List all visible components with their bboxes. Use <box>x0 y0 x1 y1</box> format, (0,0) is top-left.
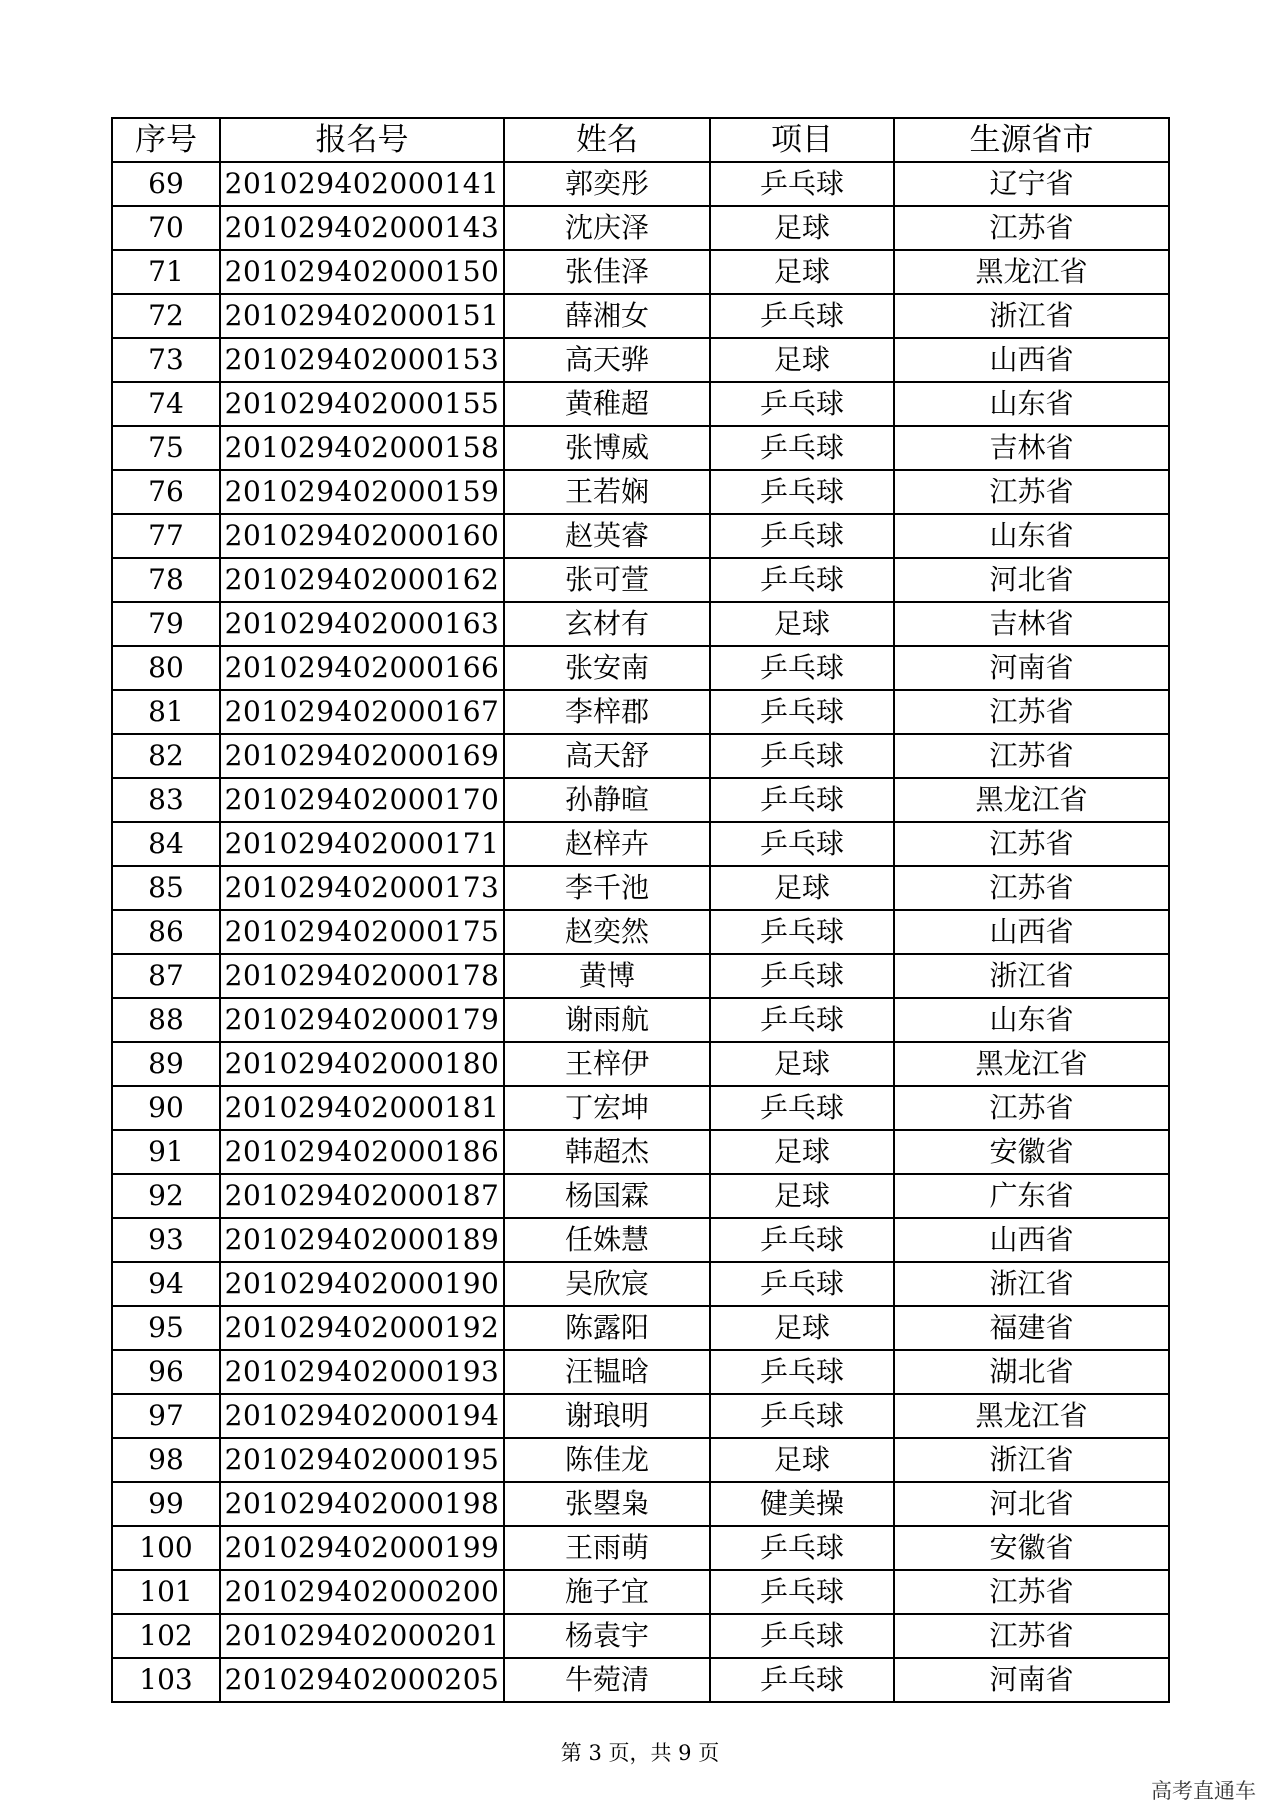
cell-seq: 71 <box>112 250 220 294</box>
cell-name: 谢琅明 <box>504 1394 710 1438</box>
cell-seq: 69 <box>112 162 220 206</box>
cell-origin-province: 江苏省 <box>894 690 1169 734</box>
cell-registration-no: 201029402000194 <box>220 1394 504 1438</box>
cell-event: 乒乓球 <box>710 426 894 470</box>
cell-seq: 76 <box>112 470 220 514</box>
cell-name: 赵英睿 <box>504 514 710 558</box>
cell-seq: 97 <box>112 1394 220 1438</box>
cell-registration-no: 201029402000200 <box>220 1570 504 1614</box>
cell-name: 高天骅 <box>504 338 710 382</box>
cell-origin-province: 山西省 <box>894 1218 1169 1262</box>
cell-name: 张可萱 <box>504 558 710 602</box>
cell-event: 足球 <box>710 1130 894 1174</box>
cell-registration-no: 201029402000143 <box>220 206 504 250</box>
cell-registration-no: 201029402000195 <box>220 1438 504 1482</box>
cell-registration-no: 201029402000141 <box>220 162 504 206</box>
table-row <box>112 1174 1169 1218</box>
cell-seq: 101 <box>112 1570 220 1614</box>
cell-origin-province: 浙江省 <box>894 294 1169 338</box>
table-row <box>112 206 1169 250</box>
cell-name: 郭奕彤 <box>504 162 710 206</box>
cell-origin-province: 河北省 <box>894 558 1169 602</box>
cell-registration-no: 201029402000180 <box>220 1042 504 1086</box>
cell-seq: 78 <box>112 558 220 602</box>
cell-seq: 100 <box>112 1526 220 1570</box>
cell-registration-no: 201029402000175 <box>220 910 504 954</box>
cell-name: 赵奕然 <box>504 910 710 954</box>
cell-name: 王若娴 <box>504 470 710 514</box>
cell-event: 足球 <box>710 1174 894 1218</box>
cell-registration-no: 201029402000159 <box>220 470 504 514</box>
cell-seq: 84 <box>112 822 220 866</box>
cell-registration-no: 201029402000169 <box>220 734 504 778</box>
cell-seq: 85 <box>112 866 220 910</box>
cell-origin-province: 河南省 <box>894 646 1169 690</box>
cell-name: 李梓郡 <box>504 690 710 734</box>
cell-seq: 70 <box>112 206 220 250</box>
cell-name: 李千池 <box>504 866 710 910</box>
cell-registration-no: 201029402000186 <box>220 1130 504 1174</box>
cell-origin-province: 安徽省 <box>894 1526 1169 1570</box>
cell-origin-province: 江苏省 <box>894 1570 1169 1614</box>
table-row <box>112 1042 1169 1086</box>
cell-name: 黄稚超 <box>504 382 710 426</box>
cell-event: 乒乓球 <box>710 1218 894 1262</box>
cell-event: 足球 <box>710 1042 894 1086</box>
cell-registration-no: 201029402000166 <box>220 646 504 690</box>
cell-event: 乒乓球 <box>710 1394 894 1438</box>
table-row <box>112 778 1169 822</box>
header-event: 项目 <box>710 118 894 162</box>
cell-origin-province: 江苏省 <box>894 206 1169 250</box>
cell-name: 杨袁宇 <box>504 1614 710 1658</box>
cell-registration-no: 201029402000167 <box>220 690 504 734</box>
cell-name: 任姝慧 <box>504 1218 710 1262</box>
cell-name: 丁宏坤 <box>504 1086 710 1130</box>
cell-origin-province: 江苏省 <box>894 1614 1169 1658</box>
cell-registration-no: 201029402000189 <box>220 1218 504 1262</box>
table-row <box>112 1262 1169 1306</box>
table-row <box>112 822 1169 866</box>
cell-registration-no: 201029402000192 <box>220 1306 504 1350</box>
cell-name: 牛菀清 <box>504 1658 710 1702</box>
student-roster-table <box>111 117 1170 1703</box>
cell-seq: 99 <box>112 1482 220 1526</box>
cell-origin-province: 辽宁省 <box>894 162 1169 206</box>
cell-name: 黄博 <box>504 954 710 998</box>
cell-origin-province: 湖北省 <box>894 1350 1169 1394</box>
cell-seq: 89 <box>112 1042 220 1086</box>
cell-name: 陈露阳 <box>504 1306 710 1350</box>
cell-origin-province: 山西省 <box>894 910 1169 954</box>
cell-name: 高天舒 <box>504 734 710 778</box>
cell-name: 韩超杰 <box>504 1130 710 1174</box>
cell-event: 健美操 <box>710 1482 894 1526</box>
cell-event: 乒乓球 <box>710 162 894 206</box>
cell-registration-no: 201029402000153 <box>220 338 504 382</box>
cell-name: 沈庆泽 <box>504 206 710 250</box>
cell-seq: 98 <box>112 1438 220 1482</box>
cell-event: 足球 <box>710 250 894 294</box>
table-row <box>112 250 1169 294</box>
cell-event: 乒乓球 <box>710 954 894 998</box>
table-row <box>112 1306 1169 1350</box>
cell-origin-province: 江苏省 <box>894 822 1169 866</box>
cell-event: 足球 <box>710 602 894 646</box>
cell-origin-province: 山东省 <box>894 998 1169 1042</box>
cell-name: 张博威 <box>504 426 710 470</box>
cell-seq: 74 <box>112 382 220 426</box>
cell-name: 孙静暄 <box>504 778 710 822</box>
cell-origin-province: 河北省 <box>894 1482 1169 1526</box>
cell-seq: 96 <box>112 1350 220 1394</box>
watermark-text: 高考直通车 <box>1151 1779 1256 1803</box>
cell-event: 足球 <box>710 206 894 250</box>
cell-registration-no: 201029402000179 <box>220 998 504 1042</box>
cell-event: 乒乓球 <box>710 1526 894 1570</box>
table-row <box>112 338 1169 382</box>
cell-origin-province: 黑龙江省 <box>894 1042 1169 1086</box>
header-row <box>112 118 1169 162</box>
cell-name: 吴欣宸 <box>504 1262 710 1306</box>
header-origin-province: 生源省市 <box>894 118 1169 162</box>
table-row <box>112 382 1169 426</box>
cell-origin-province: 河南省 <box>894 1658 1169 1702</box>
cell-seq: 87 <box>112 954 220 998</box>
cell-origin-province: 黑龙江省 <box>894 1394 1169 1438</box>
cell-registration-no: 201029402000162 <box>220 558 504 602</box>
cell-seq: 83 <box>112 778 220 822</box>
cell-registration-no: 201029402000190 <box>220 1262 504 1306</box>
table-row <box>112 294 1169 338</box>
table-row <box>112 1218 1169 1262</box>
cell-event: 乒乓球 <box>710 1570 894 1614</box>
cell-event: 乒乓球 <box>710 646 894 690</box>
cell-name: 张安南 <box>504 646 710 690</box>
cell-origin-province: 江苏省 <box>894 866 1169 910</box>
cell-registration-no: 201029402000173 <box>220 866 504 910</box>
cell-name: 汪韫晗 <box>504 1350 710 1394</box>
table-row <box>112 1658 1169 1702</box>
cell-event: 乒乓球 <box>710 558 894 602</box>
cell-origin-province: 吉林省 <box>894 426 1169 470</box>
cell-seq: 91 <box>112 1130 220 1174</box>
cell-seq: 102 <box>112 1614 220 1658</box>
cell-name: 薛湘女 <box>504 294 710 338</box>
cell-name: 陈佳龙 <box>504 1438 710 1482</box>
table-row <box>112 646 1169 690</box>
cell-seq: 90 <box>112 1086 220 1130</box>
cell-registration-no: 201029402000158 <box>220 426 504 470</box>
table-row <box>112 1482 1169 1526</box>
cell-event: 乒乓球 <box>710 294 894 338</box>
cell-event: 乒乓球 <box>710 1614 894 1658</box>
table-row <box>112 1086 1169 1130</box>
cell-event: 乒乓球 <box>710 382 894 426</box>
cell-seq: 72 <box>112 294 220 338</box>
table-row <box>112 1130 1169 1174</box>
page-number: 第 3 页，共 9 页 <box>560 1741 720 1765</box>
cell-origin-province: 山东省 <box>894 514 1169 558</box>
cell-seq: 81 <box>112 690 220 734</box>
cell-name: 谢雨航 <box>504 998 710 1042</box>
cell-event: 乒乓球 <box>710 734 894 778</box>
cell-origin-province: 江苏省 <box>894 1086 1169 1130</box>
table-row <box>112 690 1169 734</box>
cell-registration-no: 201029402000201 <box>220 1614 504 1658</box>
cell-event: 乒乓球 <box>710 1658 894 1702</box>
cell-registration-no: 201029402000187 <box>220 1174 504 1218</box>
table-row <box>112 558 1169 602</box>
table-row <box>112 1350 1169 1394</box>
cell-registration-no: 201029402000181 <box>220 1086 504 1130</box>
cell-seq: 77 <box>112 514 220 558</box>
cell-seq: 75 <box>112 426 220 470</box>
cell-seq: 86 <box>112 910 220 954</box>
cell-event: 乒乓球 <box>710 690 894 734</box>
cell-origin-province: 浙江省 <box>894 1438 1169 1482</box>
cell-origin-province: 山东省 <box>894 382 1169 426</box>
cell-origin-province: 吉林省 <box>894 602 1169 646</box>
cell-event: 乒乓球 <box>710 778 894 822</box>
cell-origin-province: 广东省 <box>894 1174 1169 1218</box>
cell-registration-no: 201029402000199 <box>220 1526 504 1570</box>
cell-seq: 80 <box>112 646 220 690</box>
table-row <box>112 1526 1169 1570</box>
table-row <box>112 866 1169 910</box>
cell-event: 乒乓球 <box>710 1262 894 1306</box>
cell-registration-no: 201029402000170 <box>220 778 504 822</box>
cell-event: 乒乓球 <box>710 1086 894 1130</box>
cell-seq: 92 <box>112 1174 220 1218</box>
cell-origin-province: 浙江省 <box>894 1262 1169 1306</box>
cell-origin-province: 江苏省 <box>894 734 1169 778</box>
table-row <box>112 514 1169 558</box>
table-row <box>112 1394 1169 1438</box>
header-seq: 序号 <box>112 118 220 162</box>
cell-name: 杨国霖 <box>504 1174 710 1218</box>
cell-event: 足球 <box>710 1438 894 1482</box>
table-row <box>112 602 1169 646</box>
cell-seq: 103 <box>112 1658 220 1702</box>
cell-event: 乒乓球 <box>710 998 894 1042</box>
cell-name: 王梓伊 <box>504 1042 710 1086</box>
cell-origin-province: 黑龙江省 <box>894 250 1169 294</box>
cell-registration-no: 201029402000155 <box>220 382 504 426</box>
cell-event: 乒乓球 <box>710 822 894 866</box>
table-row <box>112 734 1169 778</box>
table-row <box>112 162 1169 206</box>
cell-event: 乒乓球 <box>710 470 894 514</box>
cell-registration-no: 201029402000178 <box>220 954 504 998</box>
cell-name: 赵梓卉 <box>504 822 710 866</box>
table-row <box>112 1438 1169 1482</box>
table-row <box>112 910 1169 954</box>
cell-registration-no: 201029402000205 <box>220 1658 504 1702</box>
cell-event: 足球 <box>710 866 894 910</box>
header-name: 姓名 <box>504 118 710 162</box>
cell-seq: 79 <box>112 602 220 646</box>
cell-origin-province: 江苏省 <box>894 470 1169 514</box>
table-row <box>112 470 1169 514</box>
table-body <box>112 162 1169 1702</box>
cell-origin-province: 山西省 <box>894 338 1169 382</box>
cell-name: 张曌枭 <box>504 1482 710 1526</box>
cell-name: 施子宜 <box>504 1570 710 1614</box>
cell-name: 玄材有 <box>504 602 710 646</box>
cell-event: 乒乓球 <box>710 910 894 954</box>
cell-registration-no: 201029402000163 <box>220 602 504 646</box>
cell-origin-province: 安徽省 <box>894 1130 1169 1174</box>
table-header <box>112 118 1169 162</box>
cell-name: 王雨萌 <box>504 1526 710 1570</box>
cell-seq: 95 <box>112 1306 220 1350</box>
cell-origin-province: 浙江省 <box>894 954 1169 998</box>
cell-seq: 73 <box>112 338 220 382</box>
cell-registration-no: 201029402000198 <box>220 1482 504 1526</box>
table-row <box>112 998 1169 1042</box>
table-row <box>112 954 1169 998</box>
cell-origin-province: 福建省 <box>894 1306 1169 1350</box>
cell-event: 乒乓球 <box>710 1350 894 1394</box>
cell-registration-no: 201029402000193 <box>220 1350 504 1394</box>
cell-seq: 88 <box>112 998 220 1042</box>
cell-seq: 94 <box>112 1262 220 1306</box>
header-registration-no: 报名号 <box>220 118 504 162</box>
cell-event: 足球 <box>710 1306 894 1350</box>
cell-seq: 93 <box>112 1218 220 1262</box>
table-row <box>112 426 1169 470</box>
cell-origin-province: 黑龙江省 <box>894 778 1169 822</box>
cell-event: 乒乓球 <box>710 514 894 558</box>
cell-registration-no: 201029402000151 <box>220 294 504 338</box>
cell-registration-no: 201029402000171 <box>220 822 504 866</box>
cell-registration-no: 201029402000150 <box>220 250 504 294</box>
cell-registration-no: 201029402000160 <box>220 514 504 558</box>
cell-name: 张佳泽 <box>504 250 710 294</box>
table-row <box>112 1570 1169 1614</box>
cell-event: 足球 <box>710 338 894 382</box>
cell-seq: 82 <box>112 734 220 778</box>
table-row <box>112 1614 1169 1658</box>
